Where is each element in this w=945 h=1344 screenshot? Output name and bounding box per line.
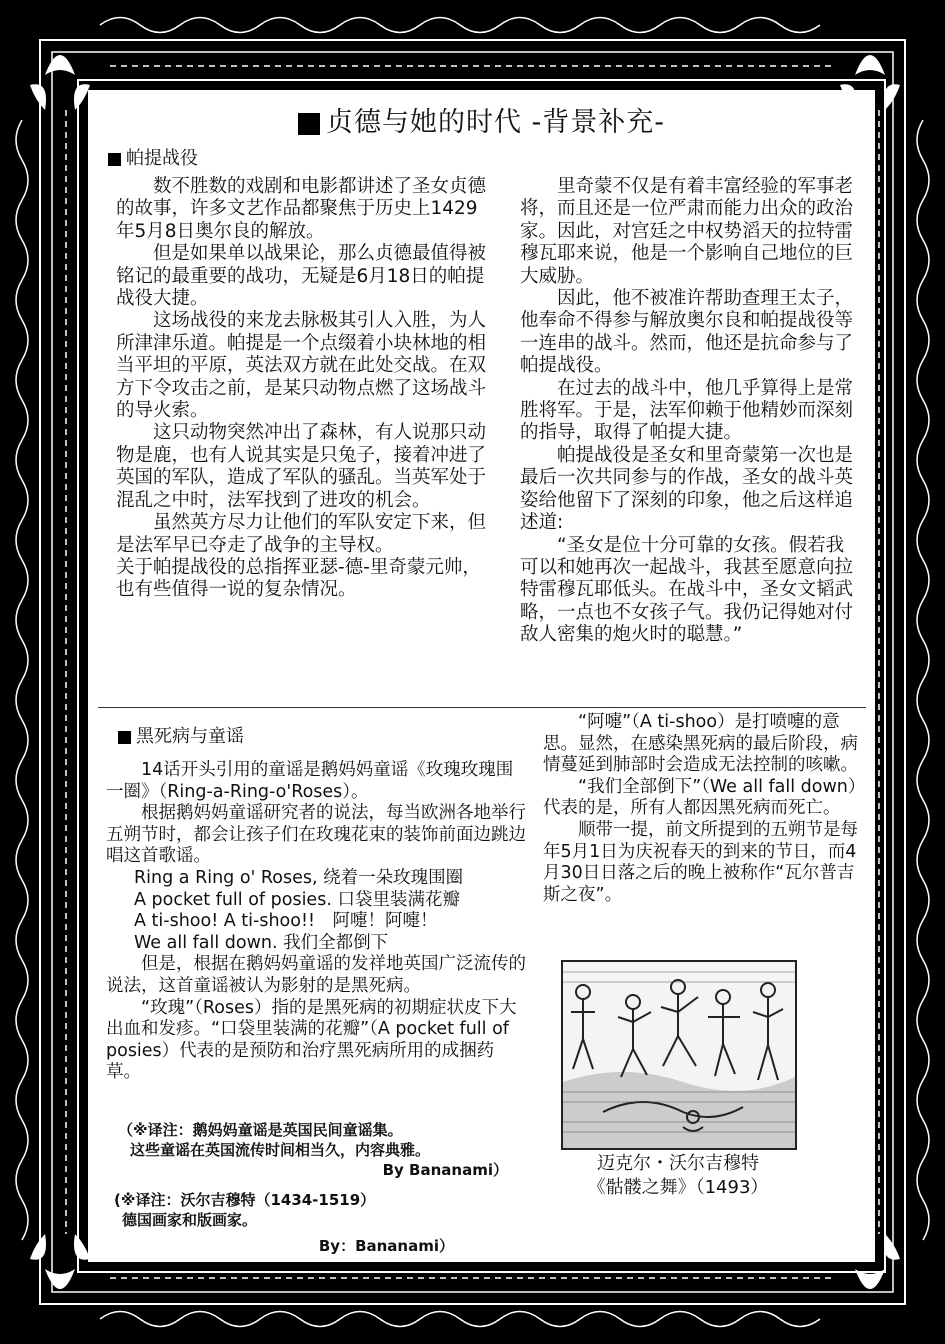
translator-note-1: （※译注：鹅妈妈童谣是英国民间童谣集。 这些童谣在英国流传时间相当久，内容典雅。 By Bananami）	[118, 1121, 508, 1179]
paragraph: 这场战役的来龙去脉极其引人入胜，为人所津津乐道。帕提是一个点缀着小块林地的相当平坦的平原，英法双方就在此处交战。在双方下令攻击之前，是某只动物点燃了这场战斗的导火索。	[116, 310, 487, 422]
section1-right-column	[520, 176, 862, 647]
paragraph: 但是，根据在鹅妈妈童谣的发祥地英国广泛流传的说法，这首童谣被认为影射的是黑死病。	[106, 954, 526, 996]
section-heading-patay: 帕提战役	[108, 144, 198, 170]
paragraph: 数不胜数的戏剧和电影都讲述了圣女贞德的故事，许多文艺作品都聚焦于历史上1429年5月8日奥尔良的解放。	[116, 176, 487, 242]
lyric-line: A ti-shoo! A ti-shoo!! 阿嚏！阿嚏！	[134, 911, 438, 932]
section2-left-column	[106, 760, 526, 1084]
paragraph: 14话开头引用的童谣是鹅妈妈童谣《玫瑰玫瑰围一圈》（Ring-a-Ring-o'Roses）。	[106, 760, 514, 802]
article-page	[88, 90, 875, 1262]
paragraph: 根据鹅妈妈童谣研究者的说法，每当欧洲各地举行五朔节时，都会让孩子们在玫瑰花束的装饰前面边跳边唱这首歌谣。	[106, 803, 526, 867]
paragraph: “我们全部倒下”（We all fall down）代表的是，所有人都因黑死病而死亡。	[543, 776, 857, 819]
paragraph: 里奇蒙不仅是有着丰富经验的军事老将，而且还是一位严肃而能力出众的政治家。因此，对宫廷之中权势滔天的拉特雷穆瓦耶来说，他是一个影响自己地位的巨大威胁。	[520, 176, 854, 287]
square-bullet-icon	[118, 731, 131, 744]
quote-paragraph: “圣女是位十分可靠的女孩。假若我可以和她再次一起战斗，我甚至愿意向拉特雷穆瓦耶低头。在战斗中，圣女文韬武略，一点也不女孩子气。我仍记得她对付敌人密集的炮火时的聪慧。”	[520, 534, 854, 646]
section-heading-black-death: 黑死病与童谣	[118, 722, 244, 748]
paragraph: 帕提战役是圣女和里奇蒙第一次也是最后一次共同参与的作战，圣女的战斗英姿给他留下了深刻的印象，他之后这样追述道:	[520, 444, 854, 534]
square-bullet-icon	[108, 153, 121, 166]
paragraph: “玫瑰”（Roses）指的是黑死病的初期症状皮下大出血和发疹。“口袋里装满的花瓣”（A pocket full of posies）代表的是预防和治疗黑死病所用的成捆药草。	[106, 997, 517, 1083]
dance-of-death-woodcut	[561, 960, 797, 1150]
figure-caption: 迈克尔・沃尔吉穆特 《骷髅之舞》（1493）	[587, 1153, 769, 1198]
paragraph: 在过去的战斗中，他几乎算得上是常胜将军。于是，法军仰赖于他精妙而深刻的指导，取得了帕提大捷。	[520, 377, 854, 444]
paragraph: 虽然英方尽力让他们的军队安定下来，但是法军早已夺走了战争的主导权。	[116, 512, 487, 556]
lyric-line: Ring a Ring o' Roses, 绕着一朵玫瑰围圈	[134, 867, 464, 888]
square-bullet-icon	[298, 113, 320, 135]
lyric-line: We all fall down. 我们全都倒下	[134, 932, 389, 953]
page-title: 贞德与她的时代 -背景补充-	[88, 100, 875, 139]
skeleton-dance-woodcut-icon	[563, 962, 795, 1148]
paragraph: 因此，他不被准许帮助查理王太子，他奉命不得参与解放奥尔良和帕提战役等一连串的战斗。然而，他还是抗命参与了帕提战役。	[520, 288, 854, 377]
paragraph: 但是如果单以战果论，那么贞德最值得被铭记的最重要的战功，无疑是6月18日的帕提战役大捷。	[116, 243, 487, 310]
translator-note-2: (※译注：沃尔吉穆特（1434-1519） 德国画家和版画家。 By：Bananami）	[114, 1191, 454, 1255]
paragraph: 关于帕提战役的总指挥亚瑟-德-里奇蒙元帅，也有些值得一说的复杂情况。	[116, 556, 481, 601]
paragraph: 顺带一提，前文所提到的五朔节是每年5月1日为庆祝春天的到来的节日，而4月30日日落之后的晚上被称作“瓦尔普吉斯之夜”。	[543, 819, 858, 905]
paragraph: “阿嚏”（A ti-shoo）是打喷嚏的意思。显然，在感染黑死病的最后阶段，病情蔓延到肺部时会造成无法控制的咳嗽。	[543, 712, 858, 776]
section2-right-column	[543, 712, 863, 906]
paragraph: 这只动物突然冲出了森林，有人说那只动物是鹿，也有人说其实是只兔子，接着冲进了英国的军队，造成了军队的骚乱。当英军处于混乱之中时，法军找到了进攻的机会。	[116, 422, 487, 511]
lyric-line: A pocket full of posies. 口袋里装满花瓣	[134, 889, 460, 910]
section1-left-column	[116, 176, 494, 602]
nursery-rhyme-lyrics	[106, 868, 526, 954]
section-divider	[98, 707, 866, 708]
